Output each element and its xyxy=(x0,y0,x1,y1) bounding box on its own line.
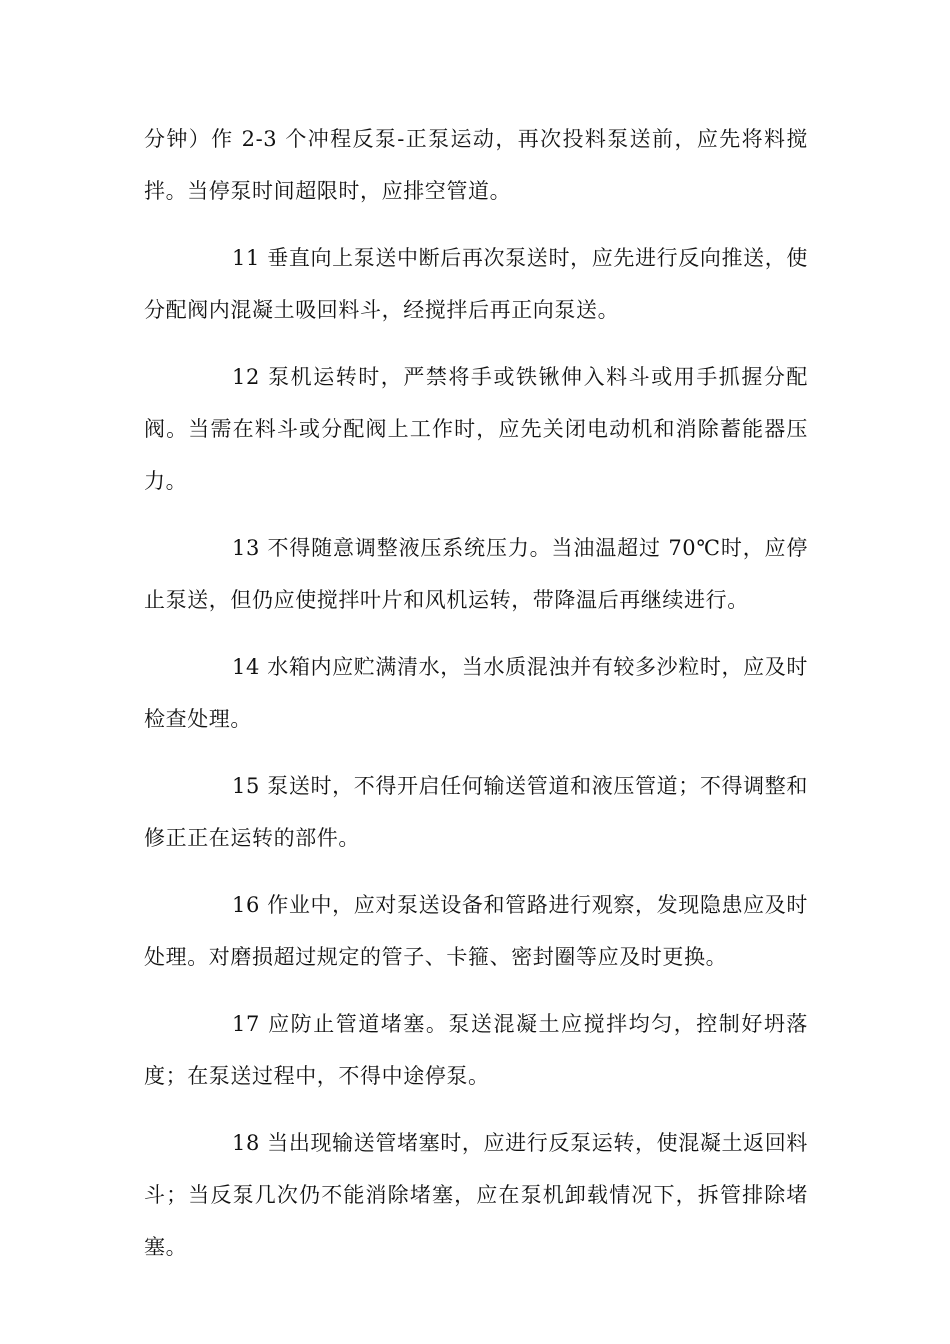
paragraph-item-11: 11 垂直向上泵送中断后再次泵送时，应先进行反向推送，使分配阀内混凝土吸回料斗，经搅拌后再正向泵送。 xyxy=(144,246,808,322)
paragraph-item-13: 13 不得随意调整液压系统压力。当油温超过 70℃时，应停止泵送，但仍应使搅拌叶片和风机运转，带降温后再继续进行。 xyxy=(144,536,808,612)
paragraph-item-17: 17 应防止管道堵塞。泵送混凝土应搅拌均匀，控制好坍落度；在泵送过程中，不得中途停泵。 xyxy=(144,1012,808,1088)
paragraph-item-12: 12 泵机运转时，严禁将手或铁锹伸入料斗或用手抓握分配阀。当需在料斗或分配阀上工作时，应先关闭电动机和消除蓄能器压力。 xyxy=(144,365,808,493)
paragraph-item-14: 14 水箱内应贮满清水，当水质混浊并有较多沙粒时，应及时检查处理。 xyxy=(144,655,808,731)
document-body xyxy=(144,113,808,1288)
paragraph-item-16: 16 作业中，应对泵送设备和管路进行观察，发现隐患应及时处理。对磨损超过规定的管子、卡箍、密封圈等应及时更换。 xyxy=(144,893,808,969)
paragraph-item-18: 18 当出现输送管堵塞时，应进行反泵运转，使混凝土返回料斗；当反泵几次仍不能消除堵塞，应在泵机卸载情况下，拆管排除堵塞。 xyxy=(144,1131,808,1259)
paragraph-item-15: 15 泵送时，不得开启任何输送管道和液压管道；不得调整和修正正在运转的部件。 xyxy=(144,774,808,850)
paragraph-continuation: 分钟）作 2-3 个冲程反泵-正泵运动，再次投料泵送前，应先将料搅拌。当停泵时间超限时，应排空管道。 xyxy=(144,127,808,203)
